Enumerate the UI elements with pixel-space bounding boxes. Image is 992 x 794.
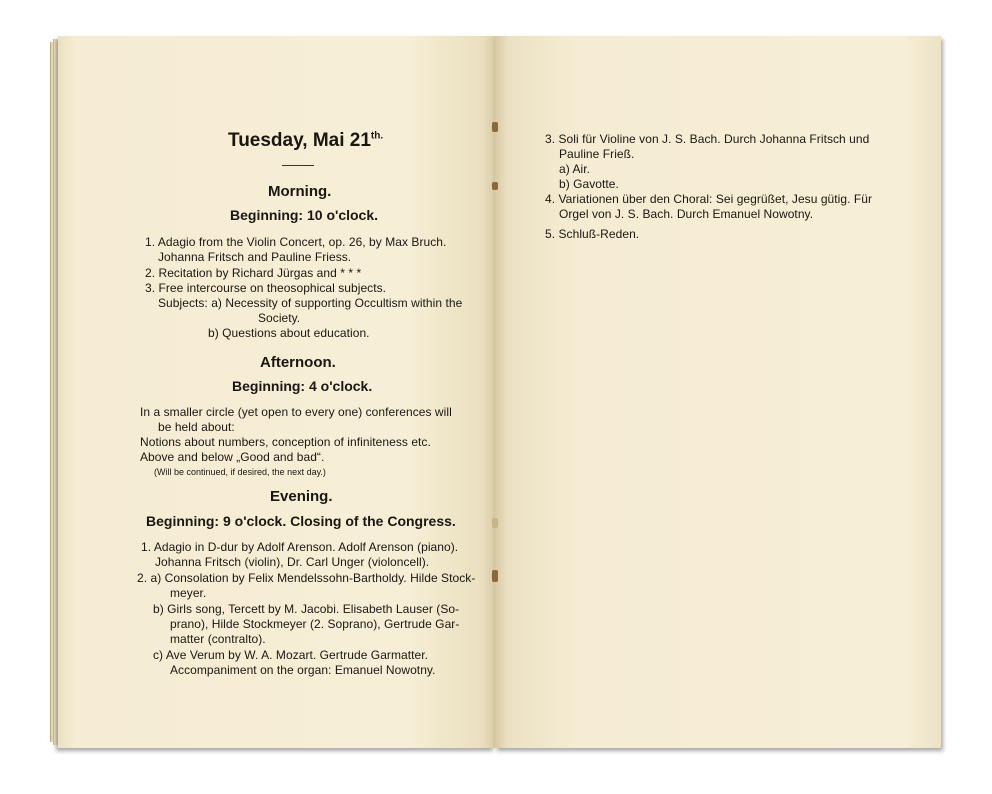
- evening-line: b) Girls song, Tercett by M. Jacobi. Elisabeth Lauser (So-: [153, 602, 460, 616]
- evening-line: 2. a) Consolation by Felix Mendelssohn-Bartholdy. Hilde Stock-: [137, 571, 476, 585]
- title-divider: [282, 165, 314, 166]
- open-booklet: [48, 36, 944, 748]
- evening-heading: Evening.: [270, 488, 333, 505]
- morning-beginning: Beginning: 10 o'clock.: [230, 207, 379, 223]
- evening-line: matter (contralto).: [170, 632, 266, 646]
- morning-line: Johanna Fritsch and Pauline Friess.: [158, 250, 352, 264]
- staple-top: [492, 518, 498, 528]
- morning-heading: Morning.: [268, 183, 332, 200]
- afternoon-beginning: Beginning: 4 o'clock.: [232, 378, 373, 394]
- afternoon-note: (Will be continued, if desired, the next day.): [154, 467, 326, 477]
- left-page: [58, 36, 495, 748]
- afternoon-line: In a smaller circle (yet open to every one) conferences will: [140, 405, 452, 419]
- evening-beginning: Beginning: 9 o'clock. Closing of the Congress.: [146, 513, 456, 529]
- morning-line: 3. Free intercourse on theosophical subjects.: [145, 281, 387, 295]
- evening-line: Accompaniment on the organ: Emanuel Nowotny.: [170, 663, 436, 677]
- right-line: 5. Schluß-Reden.: [545, 227, 640, 241]
- staple-hole-top: [492, 122, 498, 132]
- page-title: Tuesday, Mai $21^{th.}$: [228, 130, 384, 151]
- afternoon-heading: Afternoon.: [260, 354, 336, 371]
- morning-line: Society.: [258, 311, 301, 325]
- afternoon-line: Notions about numbers, conception of infiniteness etc.: [140, 435, 431, 449]
- right-line: 4. Variationen über den Choral: Sei gegrüßet, Jesu gütig. Für: [545, 192, 873, 206]
- afternoon-line: Above and below „Good and bad“.: [140, 450, 325, 464]
- evening-line: meyer.: [170, 586, 207, 600]
- morning-line: 1. Adagio from the Violin Concert, op. 26, by Max Bruch.: [145, 235, 447, 249]
- morning-line: Subjects: a) Necessity of supporting Occultism within the: [158, 296, 463, 310]
- right-line: 3. Soli für Violine von J. S. Bach. Durch Johanna Fritsch und: [545, 132, 870, 146]
- right-line: a) Air.: [559, 162, 591, 176]
- right-line: b) Gavotte.: [559, 177, 619, 191]
- right-page: [495, 36, 941, 748]
- morning-line: 2. Recitation by Richard Jürgas and * * *: [145, 266, 362, 280]
- right-line: Pauline Frieß.: [559, 147, 635, 161]
- evening-line: prano), Hilde Stockmeyer (2. Soprano), Gertrude Gar-: [170, 617, 460, 631]
- evening-line: 1. Adagio in D-dur by Adolf Arenson. Adolf Arenson (piano).: [141, 540, 459, 554]
- morning-line: b) Questions about education.: [208, 326, 370, 340]
- staple-hole-middle: [492, 182, 498, 190]
- afternoon-line: be held about:: [158, 420, 235, 434]
- evening-line: Johanna Fritsch (violin), Dr. Carl Unger (violoncell).: [155, 555, 430, 569]
- right-line: Orgel von J. S. Bach. Durch Emanuel Nowotny.: [559, 207, 814, 221]
- staple-bottom: [492, 570, 498, 582]
- evening-line: c) Ave Verum by W. A. Mozart. Gertrude Garmatter.: [153, 648, 428, 662]
